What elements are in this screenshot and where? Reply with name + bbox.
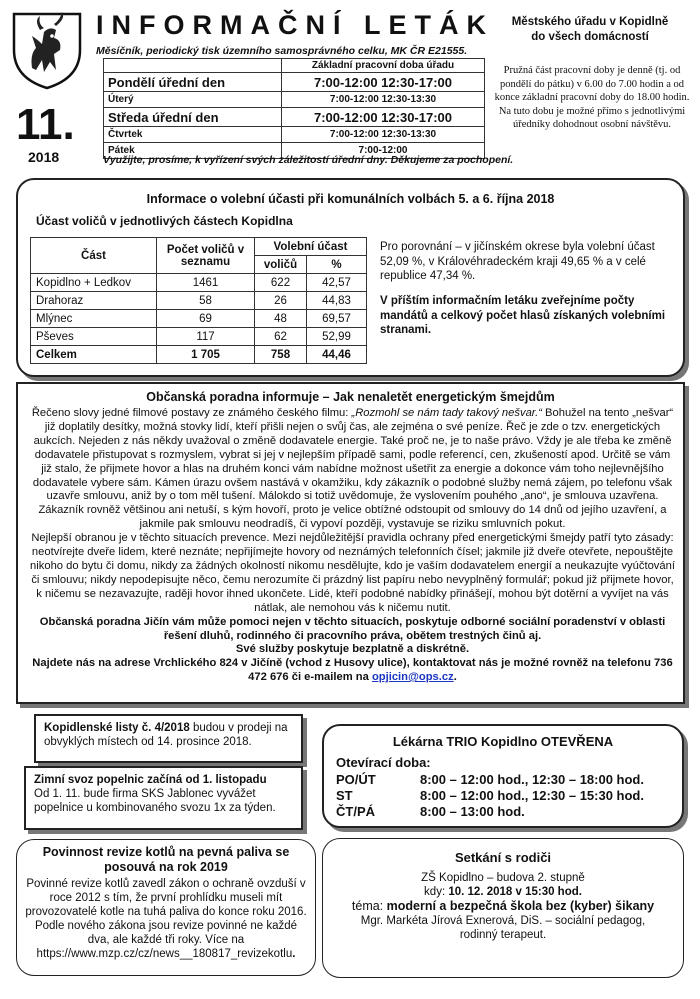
advice-paragraph: Nejlepší obranou je v těchto situacích prevence. Mezi nejdůležitější pravidla ochrany před energetickými šmejdy patří tyto zásady: neotvírejte dveře lidem, které neznáte; nepřijímejte hovory od neznámých telefonních čísel; jakmile již dveře otevřete, nepouštějte nikoho do bytu či domu, nikdy za žádných okolností nikomu nesdělujte, kdo je vaším dodavatelem energií a neukazujte vyúčtování či smlouvu; nikdy nepodepisujte něco, čemu nerozumíte či prázdný list papíru nebo nevyplněný formulář; pokud již přijmete hovor, k ničemu se nezavazujte, raději hovor ihned ukončete. Lidé, kteří podobné nabídky přinášejí, mohou být dotěrní a vyvíjet na vás nátlak, ale nemohou vás k ničemu nutit. bbox=[30, 532, 675, 614]
pharmacy-time: 8:00 – 12:00 hod., 12:30 – 15:30 hod. bbox=[420, 788, 644, 803]
when-label: kdy: bbox=[424, 886, 449, 898]
advice-body bbox=[28, 407, 677, 685]
sender-line: Městského úřadu v Kopidlně bbox=[511, 16, 669, 28]
advice-paragraph: Své služby poskytuje bezplatně a diskrétně. bbox=[235, 643, 470, 656]
cell-voters: 69 bbox=[157, 310, 255, 328]
cell-voters: 58 bbox=[157, 292, 255, 310]
office-days-note: Využijte, prosíme, k vyřízení svých záležitostí úřední dny. Děkujeme za pochopení. bbox=[103, 154, 514, 166]
when-value: 10. 12. 2018 v 15:30 hod. bbox=[448, 886, 582, 898]
hours-day: Středa úřední den bbox=[104, 108, 282, 127]
cell-pct: 44,46 bbox=[307, 346, 367, 364]
kotle-url: https://www.mzp.cz/cz/news__180817_revizekotlu bbox=[36, 948, 293, 960]
cell-pct: 44,83 bbox=[307, 292, 367, 310]
col-turnout: Volební účast bbox=[255, 238, 367, 256]
cell-part: Pševes bbox=[31, 328, 157, 346]
table-row bbox=[31, 328, 367, 346]
pharmacy-day: ST bbox=[336, 788, 353, 803]
advice-paragraph bbox=[28, 407, 677, 532]
table-row bbox=[31, 310, 367, 328]
film-quote: „Rozmohl se nám tady takový nešvar.“ bbox=[351, 407, 542, 419]
kotle-text: Povinné revize kotlů zavedl zákon o ochraně ovzduší v roce 2012 s tím, že první prohlídku museli mít provozovatelé kotle na tuhá paliva do konce roku 2016. Podle nového zákona jsou revize povinné ne každé dva, ale každé tři roky. Více na bbox=[25, 878, 307, 946]
pharmacy-row bbox=[336, 772, 670, 788]
hours-time: 7:00-12:00 12:30-17:00 bbox=[282, 73, 485, 92]
cell-count: 26 bbox=[255, 292, 307, 310]
kopidlno-listy-notice bbox=[34, 714, 303, 763]
cell-part: Mlýnec bbox=[31, 310, 157, 328]
table-row bbox=[31, 274, 367, 292]
hours-day: Pátek bbox=[104, 143, 282, 159]
parents-title: Setkání s rodiči bbox=[454, 850, 552, 865]
cell-pct: 52,99 bbox=[307, 328, 367, 346]
kotle-title: Povinnost revize kotlů na pevná paliva se posouvá na rok 2019 bbox=[42, 845, 290, 874]
cell-voters: 117 bbox=[157, 328, 255, 346]
parents-meeting-notice bbox=[322, 838, 684, 978]
hours-day: Pondělí úřední den bbox=[104, 73, 282, 92]
election-subtitle: Účast voličů v jednotlivých částech Kopidlna bbox=[36, 214, 293, 228]
hours-day: Úterý bbox=[104, 92, 282, 108]
pharmacy-time: 8:00 – 12:00 hod., 12:30 – 18:00 hod. bbox=[420, 772, 644, 787]
contact-text: Najdete nás na adrese Vrchlického 824 v Jičíně (vchod z Husovy ulice), kontaktovat nás je možné rovněž na telefonu 736 472 676 či e-mailem na bbox=[32, 657, 673, 684]
election-title: Informace o volební účasti při komunálních volbách 5. a 6. října 2018 bbox=[146, 192, 555, 206]
coat-of-arms-shield-icon bbox=[10, 10, 84, 90]
pharmacy-time: 8:00 – 13:00 hod. bbox=[420, 804, 525, 819]
topic-value: moderní a bezpečná škola bez (kyber) šikany bbox=[386, 899, 655, 913]
turnout-table bbox=[30, 237, 367, 364]
recipient-line: do všech domácností bbox=[531, 31, 649, 43]
parents-place: ZŠ Kopidlno – budova 2. stupně bbox=[421, 872, 585, 884]
advice-title: Občanská poradna informuje – Jak nenaletět energetickým šmejdům bbox=[146, 390, 555, 404]
contact-end: . bbox=[453, 671, 457, 684]
parents-when bbox=[341, 885, 665, 899]
pharmacy-hours-label: Otevírací doba: bbox=[336, 755, 431, 770]
hours-time: 7:00-12:00 12:30-17:00 bbox=[282, 108, 485, 127]
cell-pct: 69,57 bbox=[307, 310, 367, 328]
newsletter-subtitle: Měsíčník, periodický tisk územního samosprávného celku, MK ČR E21555. bbox=[96, 45, 468, 57]
cell-count: 48 bbox=[255, 310, 307, 328]
hours-time: 7:00-12:00 12:30-13:30 bbox=[282, 127, 485, 143]
parents-topic bbox=[341, 899, 665, 914]
issue-year: 2018 bbox=[28, 149, 60, 165]
svoz-text: Od 1. 11. bude firma SKS Jablonec vyvážet popelnice u kombinovaného svozu 1x za týden. bbox=[34, 788, 276, 814]
cell-part: Celkem bbox=[31, 346, 157, 364]
boiler-inspection-notice bbox=[16, 839, 316, 976]
listy-title: Kopidlenské listy č. 4/2018 bbox=[44, 722, 190, 734]
col-count: voličů bbox=[255, 256, 307, 274]
cell-count: 622 bbox=[255, 274, 307, 292]
town-coat-of-arms bbox=[10, 10, 84, 90]
advice-contact bbox=[28, 657, 677, 685]
cell-count: 62 bbox=[255, 328, 307, 346]
svoz-title: Zimní svoz popelnic začíná od 1. listopadu bbox=[34, 774, 267, 786]
hours-day: Čtvrtek bbox=[104, 127, 282, 143]
pharmacy-notice bbox=[322, 724, 684, 828]
issue-number: 11. bbox=[16, 100, 75, 149]
email-link[interactable]: opjicin@ops.cz bbox=[371, 671, 454, 684]
election-turnout-section bbox=[16, 178, 685, 377]
office-hours-table bbox=[103, 58, 485, 159]
cell-pct: 42,57 bbox=[307, 274, 367, 292]
listy-text: budou v prodeji na obvyklých místech od 14. prosince 2018. bbox=[44, 722, 288, 748]
kotle-url-end: . bbox=[292, 948, 296, 960]
cell-voters: 1 705 bbox=[157, 346, 255, 364]
office-hours-header: Základní pracovní doba úřadu bbox=[282, 59, 485, 73]
col-voters: Počet voličů v seznamu bbox=[157, 238, 255, 274]
pharmacy-row bbox=[336, 804, 670, 820]
newsletter-title: INFORMAČNÍ LETÁK bbox=[96, 10, 494, 40]
pharmacy-day: PO/ÚT bbox=[336, 772, 376, 787]
hours-time: 7:00-12:00 bbox=[282, 143, 485, 159]
pharmacy-row bbox=[336, 788, 670, 804]
waste-collection-notice bbox=[24, 766, 303, 830]
turnout-comparison: Pro porovnání – v jičínském okrese byla volební účast 52,09 %, v Královéhradeckém kraji 49,65 % a v celé republice 47,34 %. bbox=[380, 241, 655, 282]
cell-part: Kopidlno + Ledkov bbox=[31, 274, 157, 292]
cell-part: Drahoraz bbox=[31, 292, 157, 310]
hours-time: 7:00-12:00 12:30-13:30 bbox=[282, 92, 485, 108]
col-part: Část bbox=[31, 238, 157, 274]
cell-count: 758 bbox=[255, 346, 307, 364]
pharmacy-title: Lékárna TRIO Kopidlno OTEVŘENA bbox=[392, 734, 614, 749]
cell-voters: 1461 bbox=[157, 274, 255, 292]
advice-text: Bohužel na tento „nešvar“ již doplatily desítky, možná stovky lidí, kteří přišli nejen o svůj čas, ale zejména o své peníze. Řeč je zde o tzv. energetických aukcích. Nejeden z nás někdy uvažoval o změně dodavatele energie. Také proč ne, je to naše právo. Vždy je ale třeba ke změně dodavatele přistupovat s rozmyslem, vybrat si jej v nejlepším případě sami, podle referencí, cen, zkušeností apod. Určitě se vám již stalo, že přijmete hovor a hlas na druhém konci vám nabídne možnost ušetřit za energie a dokonce vám toho nejlevnějšího dodavatele vybere sám. Kámen úrazu ovšem nastává v okamžiku, kdy zákazník o podobné služby nemá zájem, po telefonu však uzavře smlouvu, aniž by o tom měl tušení. Málokdo si totiž uvědomuje, že vyslovením pouhého „ano“, je smlouva uzavřena. Zákazník rovněž většinou ani netuší, s kým hovoří, proto je velice obtížné odstoupit od smlouvy do 14 dnů od jejího uzavření, a jakmile pak smlouvu neodradíš, či vypoví později, vystavuje se riziku smluvních pokut. bbox=[32, 407, 674, 531]
citizen-advice-section bbox=[16, 382, 685, 704]
table-row bbox=[31, 292, 367, 310]
pharmacy-day: ČT/PÁ bbox=[336, 804, 375, 819]
flexible-hours-note: Pružná část pracovní doby je denně (tj. od pondělí do pátku) v 6.00 do 7.00 hodin a od konce základní pracovní doby do 18.00 hodin. Na tuto dobu je možné přímo s jednotlivými úředníky dohodnout osobní návštěvu. bbox=[494, 65, 690, 130]
next-issue-note: V příštím informačním letáku zveřejníme počty mandátů a celkový počet hlasů získaných volebními stranami. bbox=[380, 295, 666, 336]
advice-paragraph: Občanská poradna Jičín vám může pomoci nejen v těchto situacích, poskytuje odborné sociální poradenství v oblasti řešení dluhů, rodinného či pracovního práva, obětem trestných činů aj. bbox=[39, 615, 666, 642]
table-total-row bbox=[31, 346, 367, 364]
col-pct: % bbox=[307, 256, 367, 274]
parents-speaker: Mgr. Markéta Jírová Exnerová, DiS. – sociální pedagog, rodinný terapeut. bbox=[360, 915, 646, 941]
topic-label: téma: bbox=[351, 899, 387, 913]
advice-text: Řečeno slovy jedné filmové postavy ze známého českého filmu: bbox=[31, 407, 352, 419]
